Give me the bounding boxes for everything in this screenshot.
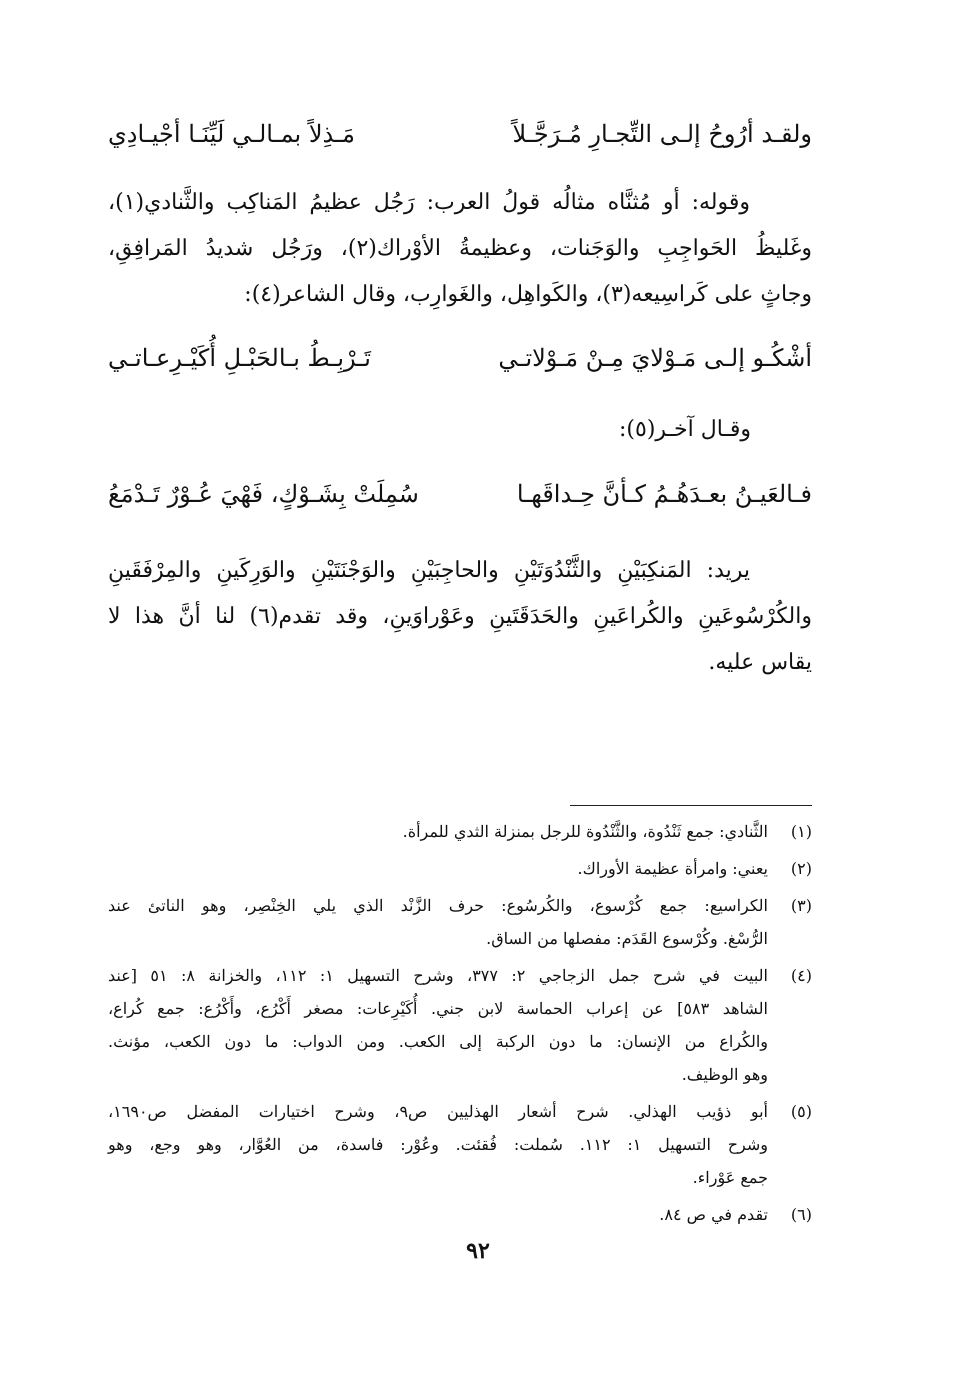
footnote-line: وهو الوظيف. (681, 1065, 768, 1084)
footnote-number: (٦) (790, 1205, 812, 1224)
footnote-line: الثَّنادي: جمع ثَنْدُوة، والثَّنْدُوة للرجل بمنزلة الثدي للمرأة. (402, 822, 768, 841)
verse-3-first-hemistich: فـالعَيـنُ بعـدَهُـمُ كـأنَّ حِـداقَهـا (516, 480, 812, 508)
footnotes (108, 815, 812, 1235)
footnote-number: (٤) (790, 966, 812, 985)
footnote-1 (108, 815, 812, 848)
paragraph-1-line: وقوله: أو مُثنَّاه مثالُه قولُ العرب: رَجُل عظيمُ المَناكِب والثَّنادي(١)، (108, 190, 750, 215)
footnote-line: والكُراع من الإنسان: ما دون الركبة إلى الكعب. ومن الدواب: ما دون الكعب، مؤنث. (108, 1032, 768, 1051)
verse-1-first-hemistich: ولقـد أرُوحُ إلـى التِّجـارِ مُـرَجَّـلاً (512, 120, 812, 148)
footnote-line: جمع عَوْراء. (692, 1168, 768, 1187)
footnote-6 (108, 1198, 812, 1231)
verse-2 (108, 338, 812, 378)
verse-1 (108, 114, 812, 154)
footnote-separator (570, 805, 812, 806)
verse-2-second-hemistich: تَـرْبِـطُ بـالحَبْـلِ أُكَيْـرِعـاتـي (108, 344, 371, 372)
paragraph-2-line: يقاس عليه. (708, 650, 812, 675)
footnote-line: وشرح التسهيل ١: ١١٢. سُملت: فُقئت. وعُوْر: فاسدة، من العُوَّار، وهو وجع، وهو (108, 1135, 769, 1154)
paragraph-1-line: وجاثٍ على كَراسِيعه(٣)، والكَواهِل، والغَوارِب، وقال الشاعر(٤): (244, 282, 812, 307)
footnote-line: يعني: وامرأة عظيمة الأوراك. (577, 859, 768, 878)
footnote-line: الكراسيع: جمع كُرْسوع، والكُرسُوع: حرف الزَّنْد الذي يلي الخِنْصِر، وهو الناتئ عند (108, 896, 768, 915)
footnote-line: الرُّسْغ. وكُرْسوع القَدَم: مفصلها من الساق. (486, 929, 768, 948)
footnote-4 (108, 959, 812, 1091)
paragraph-2-line: يريد: المَنكِبَيْنِ والثَّنْدُوَتَيْنِ والحاجِبَيْنِ والوَجْنَتَيْنِ والوَرِكَينِ والمِرْفَقَينِ (108, 558, 750, 583)
footnote-5 (108, 1095, 812, 1194)
footnote-line: تقدم في ص ٨٤. (659, 1205, 768, 1224)
verse-3-intro: وقـال آخـر(٥): (619, 417, 751, 442)
footnote-line: الشاهد ٥٨٣] عن إعراب الحماسة لابن جني. أُكَيْرِعات: مصغر أَكْرُع، وأَكْرُع: جمع كُراع، (108, 999, 769, 1018)
paragraph-1-line: وغَليظُ الحَواجِبِ والوَجَنات، وعظيمةُ الأوْراك(٢)، ورَجُل شديدُ المَرافِقِ، (108, 236, 812, 261)
verse-2-first-hemistich: أشْكُـو إلـى مَـوْلايَ مِـنْ مَـوْلاتـي (498, 344, 812, 372)
verse-3 (108, 474, 812, 514)
footnote-line: البيت في شرح جمل الزجاجي ٢: ٣٧٧، وشرح التسهيل ١: ١١٢، والخزانة ٨: ٥١ [عند (108, 966, 768, 985)
footnote-2 (108, 852, 812, 885)
footnote-line: أبو ذؤيب الهذلي. شرح أشعار الهذليين ص٩، وشرح اختيارات المفضل ص١٦٩٠، (108, 1102, 769, 1121)
page-number: ٩٢ (466, 1238, 490, 1264)
paragraph-2-line: والكُرْسُوعَينِ والكُراعَينِ والحَدَقَتَينِ وعَوْراوَينِ، وقد تقدم(٦) لنا أنَّ هذا لا (108, 604, 812, 629)
verse-3-second-hemistich: سُمِلَتْ بِشَـوْكٍ، فَهْيَ عُـوْرٌ تَـدْمَعُ (108, 480, 419, 508)
footnote-number: (٥) (790, 1102, 812, 1121)
footnote-number: (٣) (790, 896, 812, 915)
footnote-3 (108, 889, 812, 955)
verse-1-second-hemistich: مَـذِلاً بمـالـي لَيِّنَـا أجْيـادِي (108, 120, 356, 148)
paragraph-1 (108, 180, 812, 318)
footnote-number: (١) (790, 822, 812, 841)
paragraph-2 (108, 548, 812, 686)
footnote-number: (٢) (790, 859, 812, 878)
